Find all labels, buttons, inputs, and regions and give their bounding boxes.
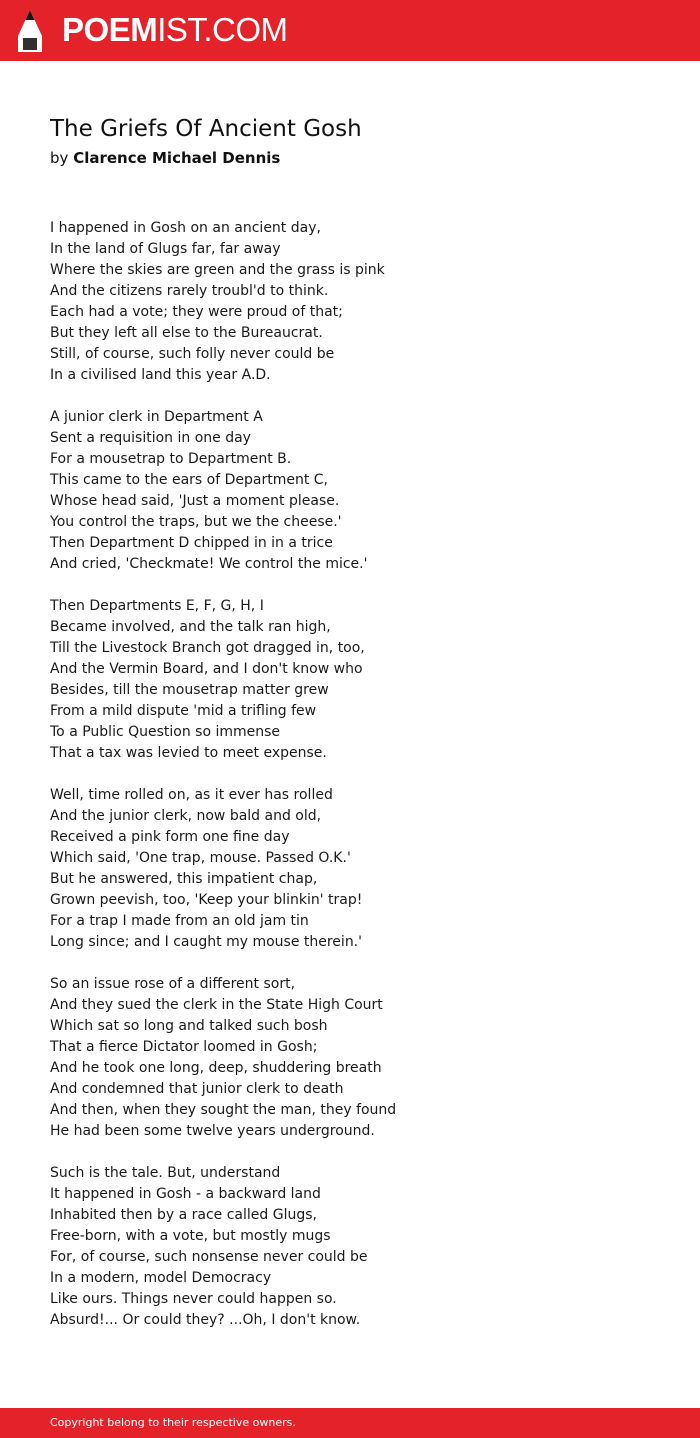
poem-line: And condemned that junior clerk to death — [50, 1081, 344, 1097]
poem-line: Then Departments E, F, G, H, I — [50, 598, 264, 614]
poem-line: It happened in Gosh - a backward land — [50, 1186, 321, 1202]
poem-line: And the junior clerk, now bald and old, — [50, 808, 322, 824]
poem-line: But he answered, this impatient chap, — [50, 871, 318, 887]
poem-line: A junior clerk in Department A — [50, 409, 263, 425]
poem-line: This came to the ears of Department C, — [50, 472, 328, 488]
poem-line: From a mild dispute 'mid a trifling few — [50, 703, 317, 719]
poem-line: Became involved, and the talk ran high, — [50, 619, 331, 635]
logo-light-text: IST.COM — [157, 10, 288, 48]
poem-line: That a fierce Dictator loomed in Gosh; — [50, 1039, 318, 1055]
poem-stanza — [50, 407, 650, 575]
poem-line: Well, time rolled on, as it ever has rolled — [50, 787, 333, 803]
by-label: by — [50, 149, 69, 167]
author-name[interactable]: Clarence Michael Dennis — [73, 149, 281, 167]
site-footer — [0, 1408, 700, 1438]
poem-line: So an issue rose of a different sort, — [50, 976, 296, 992]
poem-line: For, of course, such nonsense never could be — [50, 1249, 368, 1265]
poem-line: Whose head said, 'Just a moment please. — [50, 493, 340, 509]
site-logo-link[interactable] — [17, 8, 288, 54]
site-header — [0, 0, 700, 61]
poem-line: Where the skies are green and the grass is pink — [50, 262, 385, 278]
poem-line: In a civilised land this year A.D. — [50, 367, 271, 383]
poem-byline — [50, 149, 280, 167]
poem-body — [50, 218, 650, 1352]
poem-line: Such is the tale. But, understand — [50, 1165, 281, 1181]
poem-line: And the Vermin Board, and I don't know who — [50, 661, 363, 677]
pencil-icon — [17, 9, 43, 53]
poem-line: And they sued the clerk in the State High Court — [50, 997, 383, 1013]
copyright-text: Copyright belong to their respective owners. — [50, 1416, 296, 1429]
poem-stanza — [50, 218, 650, 386]
poem-line: Inhabited then by a race called Glugs, — [50, 1207, 317, 1223]
poem-line: Received a pink form one fine day — [50, 829, 290, 845]
logo-bold-text: POEM — [62, 10, 158, 48]
poem-line: Grown peevish, too, 'Keep your blinkin' trap! — [50, 892, 363, 908]
poem-line: He had been some twelve years underground. — [50, 1123, 375, 1139]
poem-line: Which sat so long and talked such bosh — [50, 1018, 328, 1034]
poem-line: And then, when they sought the man, they found — [50, 1102, 397, 1118]
poem-line: That a tax was levied to meet expense. — [50, 745, 327, 761]
poem-line: But they left all else to the Bureaucrat. — [50, 325, 323, 341]
poem-stanza — [50, 785, 650, 953]
poem-line: For a mousetrap to Department B. — [50, 451, 292, 467]
poem-line: Which said, 'One trap, mouse. Passed O.K.' — [50, 850, 351, 866]
poem-line: And he took one long, deep, shuddering breath — [50, 1060, 382, 1076]
poem-line: Each had a vote; they were proud of that; — [50, 304, 343, 320]
poem-line: In the land of Glugs far, far away — [50, 241, 281, 257]
poem-title: The Griefs Of Ancient Gosh — [50, 116, 362, 142]
poem-line: Till the Livestock Branch got dragged in, too, — [50, 640, 365, 656]
poem-line: Still, of course, such folly never could be — [50, 346, 335, 362]
poem-line: And the citizens rarely troubl'd to think. — [50, 283, 329, 299]
poem-line: Like ours. Things never could happen so. — [50, 1291, 337, 1307]
poem-line: Free-born, with a vote, but mostly mugs — [50, 1228, 331, 1244]
poem-line: Absurd!... Or could they? ...Oh, I don't know. — [50, 1312, 361, 1328]
poem-line: I happened in Gosh on an ancient day, — [50, 220, 321, 236]
poem-line: For a trap I made from an old jam tin — [50, 913, 309, 929]
poem-line: You control the traps, but we the cheese.' — [50, 514, 342, 530]
poem-line: In a modern, model Democracy — [50, 1270, 272, 1286]
poem-stanza — [50, 596, 650, 764]
poem-stanza — [50, 974, 650, 1142]
site-logo-text — [62, 10, 288, 48]
poem-line: To a Public Question so immense — [50, 724, 281, 740]
poem-line: Then Department D chipped in in a trice — [50, 535, 333, 551]
poem-line: And cried, 'Checkmate! We control the mice.' — [50, 556, 368, 572]
poem-line: Sent a requisition in one day — [50, 430, 251, 446]
poem-line: Long since; and I caught my mouse therein.' — [50, 934, 362, 950]
poem-line: Besides, till the mousetrap matter grew — [50, 682, 329, 698]
poem-stanza — [50, 1163, 650, 1331]
